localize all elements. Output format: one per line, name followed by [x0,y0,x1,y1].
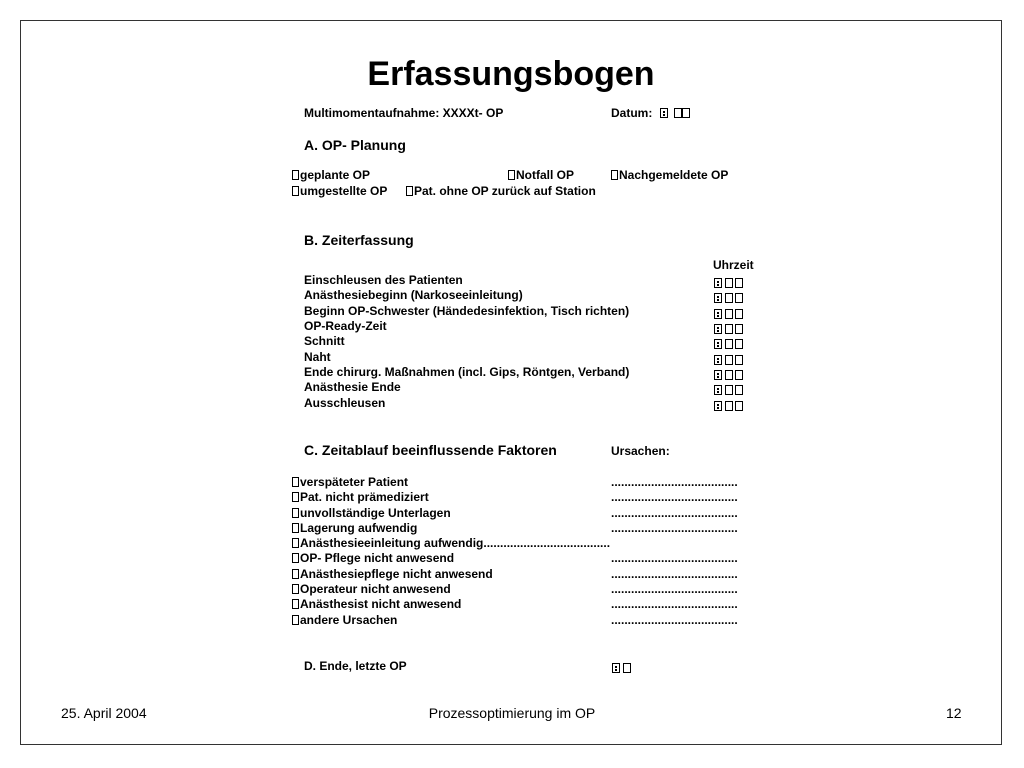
time-box [725,385,733,395]
option-label: umgestellte OP [300,184,388,198]
factor-checkbox[interactable] [292,476,408,488]
time-box [725,401,733,411]
factor-label: Anästhesieeinleitung aufwendig [300,536,484,550]
time-row-label: Ausschleusen [304,396,386,410]
time-box [735,385,743,395]
cause-dotted-line[interactable]: ...................................... [611,613,738,627]
time-box [735,278,743,288]
factor-checkbox[interactable] [292,568,493,580]
cause-dotted-line[interactable]: ...................................... [611,506,738,520]
factor-checkbox[interactable] [292,491,429,503]
cause-dotted-line[interactable]: ...................................... [611,521,738,535]
date-box [682,108,690,118]
cause-dotted-line[interactable]: ...................................... [611,567,738,581]
time-field[interactable] [714,336,743,352]
checkbox-icon [292,599,299,609]
date-box [674,108,682,118]
time-box [623,663,631,673]
factor-checkbox[interactable] [292,552,454,564]
slide [20,20,1002,745]
section-a-heading: A. OP- Planung [304,137,406,153]
factor-label: Anästhesiepflege nicht anwesend [300,567,493,581]
factor-label: Operateur nicht anwesend [300,582,451,596]
factor-checkbox[interactable] [292,583,451,595]
time-field[interactable] [714,398,743,414]
time-field[interactable] [714,290,743,306]
date-label [611,107,690,119]
time-row-label: Naht [304,350,331,364]
time-box [735,309,743,319]
time-row-label: Einschleusen des Patienten [304,273,463,287]
time-box [714,370,722,380]
checkbox-icon [292,508,299,518]
factor-checkbox[interactable] [292,537,610,549]
checkbox-icon [292,584,299,594]
checkbox-icon [292,170,299,180]
time-box [725,293,733,303]
factor-label: OP- Pflege nicht anwesend [300,551,455,565]
time-box [714,355,722,365]
survey-header: Multimomentaufnahme: XXXXt- OP [304,106,504,120]
time-box [714,385,722,395]
time-box [714,293,722,303]
factor-label: Pat. nicht prämediziert [300,490,429,504]
checkbox-icon [292,523,299,533]
checkbox-icon [292,615,299,625]
time-box [714,324,722,334]
checkbox-icon [406,186,413,196]
time-row-label: Schnitt [304,334,345,348]
factor-checkbox[interactable] [292,522,417,534]
time-row-label: Ende chirurg. Maßnahmen (incl. Gips, Röntgen, Verband) [304,365,630,379]
option-checkbox[interactable] [611,169,728,181]
checkbox-icon [508,170,515,180]
time-box [714,401,722,411]
date-field[interactable] [660,106,690,120]
page-number: 12 [946,705,962,721]
option-label: geplante OP [300,168,371,182]
time-row-label: OP-Ready-Zeit [304,319,387,333]
cause-dotted-line[interactable]: ...................................... [611,551,738,565]
time-box [735,324,743,334]
time-box [725,370,733,380]
factor-label: andere Ursachen [300,613,398,627]
option-checkbox[interactable] [292,185,387,197]
checkbox-icon [292,186,299,196]
cause-dotted-line[interactable]: ...................................... [483,536,611,550]
time-box [725,324,733,334]
checkbox-icon [611,170,618,180]
checkbox-icon [292,569,299,579]
time-box [735,370,743,380]
option-label: Pat. ohne OP zurück auf Station [414,184,596,198]
cause-dotted-line[interactable]: ...................................... [611,475,738,489]
factor-checkbox[interactable] [292,598,461,610]
date-box [660,108,668,118]
factor-label: unvollständige Unterlagen [300,506,451,520]
page-title: Erfassungsbogen [367,55,655,93]
time-field[interactable] [714,321,743,337]
cause-dotted-line[interactable]: ...................................... [611,582,738,596]
causes-label: Ursachen: [611,444,670,458]
end-time-field[interactable] [612,660,634,676]
checkbox-icon [292,538,299,548]
factor-label: Lagerung aufwendig [300,521,418,535]
time-box [714,339,722,349]
time-field[interactable] [714,352,743,368]
cause-dotted-line[interactable]: ...................................... [611,597,738,611]
footer-date: 25. April 2004 [61,705,147,721]
time-row-label: Beginn OP-Schwester (Händedesinfektion, Tisch richten) [304,304,630,318]
footer-title: Prozessoptimierung im OP [428,705,596,721]
option-checkbox[interactable] [508,169,574,181]
time-row-label: Anästhesiebeginn (Narkoseeinleitung) [304,288,523,302]
time-box [725,339,733,349]
time-box [735,401,743,411]
time-field[interactable] [714,367,743,383]
section-c-heading: C. Zeitablauf beeinflussende Faktoren [304,442,557,458]
factor-checkbox[interactable] [292,614,397,626]
time-box [735,293,743,303]
option-checkbox[interactable] [292,169,370,181]
time-box [714,309,722,319]
time-box [735,339,743,349]
checkbox-icon [292,492,299,502]
section-d-heading: D. Ende, letzte OP [304,659,407,673]
section-b-heading: B. Zeiterfassung [304,232,414,248]
cause-dotted-line[interactable]: ...................................... [611,490,738,504]
option-label: Nachgemeldete OP [619,168,729,182]
time-field[interactable] [714,382,743,398]
factor-label: Anästhesist nicht anwesend [300,597,462,611]
time-box [725,355,733,365]
date-label-text: Datum: [611,106,653,120]
time-box [725,278,733,288]
factor-label: verspäteter Patient [300,475,409,489]
time-field[interactable] [714,275,743,291]
time-field[interactable] [714,306,743,322]
checkbox-icon [292,477,299,487]
time-box [714,278,722,288]
factor-checkbox[interactable] [292,507,451,519]
checkbox-icon [292,553,299,563]
time-row-label: Anästhesie Ende [304,380,401,394]
time-box [735,355,743,365]
time-column-header: Uhrzeit [713,258,754,272]
option-checkbox[interactable] [406,185,596,197]
time-box [612,663,620,673]
time-box [725,309,733,319]
option-label: Notfall OP [516,168,575,182]
